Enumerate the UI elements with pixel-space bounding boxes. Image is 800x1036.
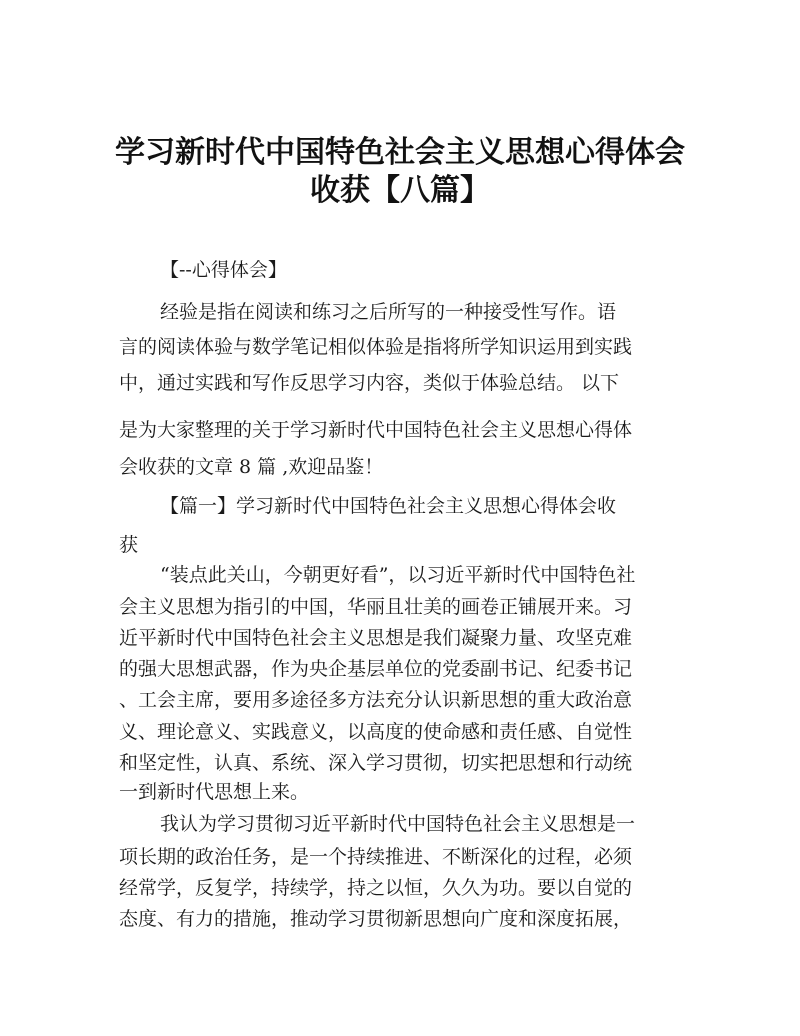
paragraph-line: 的强大思想武器，作为央企基层单位的党委副书记、纪委书记: [119, 658, 633, 680]
paragraph-line: 义、理论意义、实践意义，以高度的使命感和责任感、自觉性: [119, 721, 633, 743]
intro-line: 会收获的文章 8 篇 ,欢迎品鉴！: [119, 456, 384, 478]
paragraph-line: 项长期的政治任务，是一个持续推进、不断深化的过程，必须: [119, 846, 633, 868]
intro-line: 中，通过实践和写作反思学习内容，类似于体验总结。 以下: [119, 372, 620, 394]
chapter-heading: 【篇一】学习新时代中国特色社会主义思想心得体会收: [160, 495, 617, 517]
paragraph-line: 我认为学习贯彻习近平新时代中国特色社会主义思想是一: [160, 813, 636, 835]
intro-line: 言的阅读体验与数学笔记相似体验是指将所学知识运用到实践: [119, 336, 633, 358]
paragraph-line: “装点此关山，今朝更好看”，以习近平新时代中国特色社: [160, 564, 636, 586]
intro-line: 经验是指在阅读和练习之后所写的一种接受性写作。语: [160, 301, 617, 323]
document-title-line-1: 学习新时代中国特色社会主义思想心得体会: [115, 135, 685, 170]
intro-line: 是为大家整理的关于学习新时代中国特色社会主义思想心得体: [119, 419, 633, 441]
chapter-heading: 获: [119, 534, 139, 556]
document-title-line-2: 收获【八篇】: [310, 173, 490, 208]
paragraph-line: 、工会主席，要用多途径多方法充分认识新思想的重大政治意: [119, 689, 633, 711]
paragraph-line: 经常学，反复学，持续学，持之以恒，久久为功。要以自觉的: [119, 877, 633, 899]
paragraph-line: 和坚定性，认真、系统、深入学习贯彻，切实把思想和行动统: [119, 752, 633, 774]
paragraph-line: 会主义思想为指引的中国，华丽且壮美的画卷正铺展开来。习: [119, 596, 633, 618]
section-heading: 【--心得体会】: [160, 259, 287, 281]
paragraph-line: 态度、有力的措施，推动学习贯彻新思想向广度和深度拓展，: [119, 908, 633, 930]
paragraph-line: 近平新时代中国特色社会主义思想是我们凝聚力量、攻坚克难: [119, 627, 633, 649]
paragraph-line: 一到新时代思想上来。: [119, 781, 310, 803]
